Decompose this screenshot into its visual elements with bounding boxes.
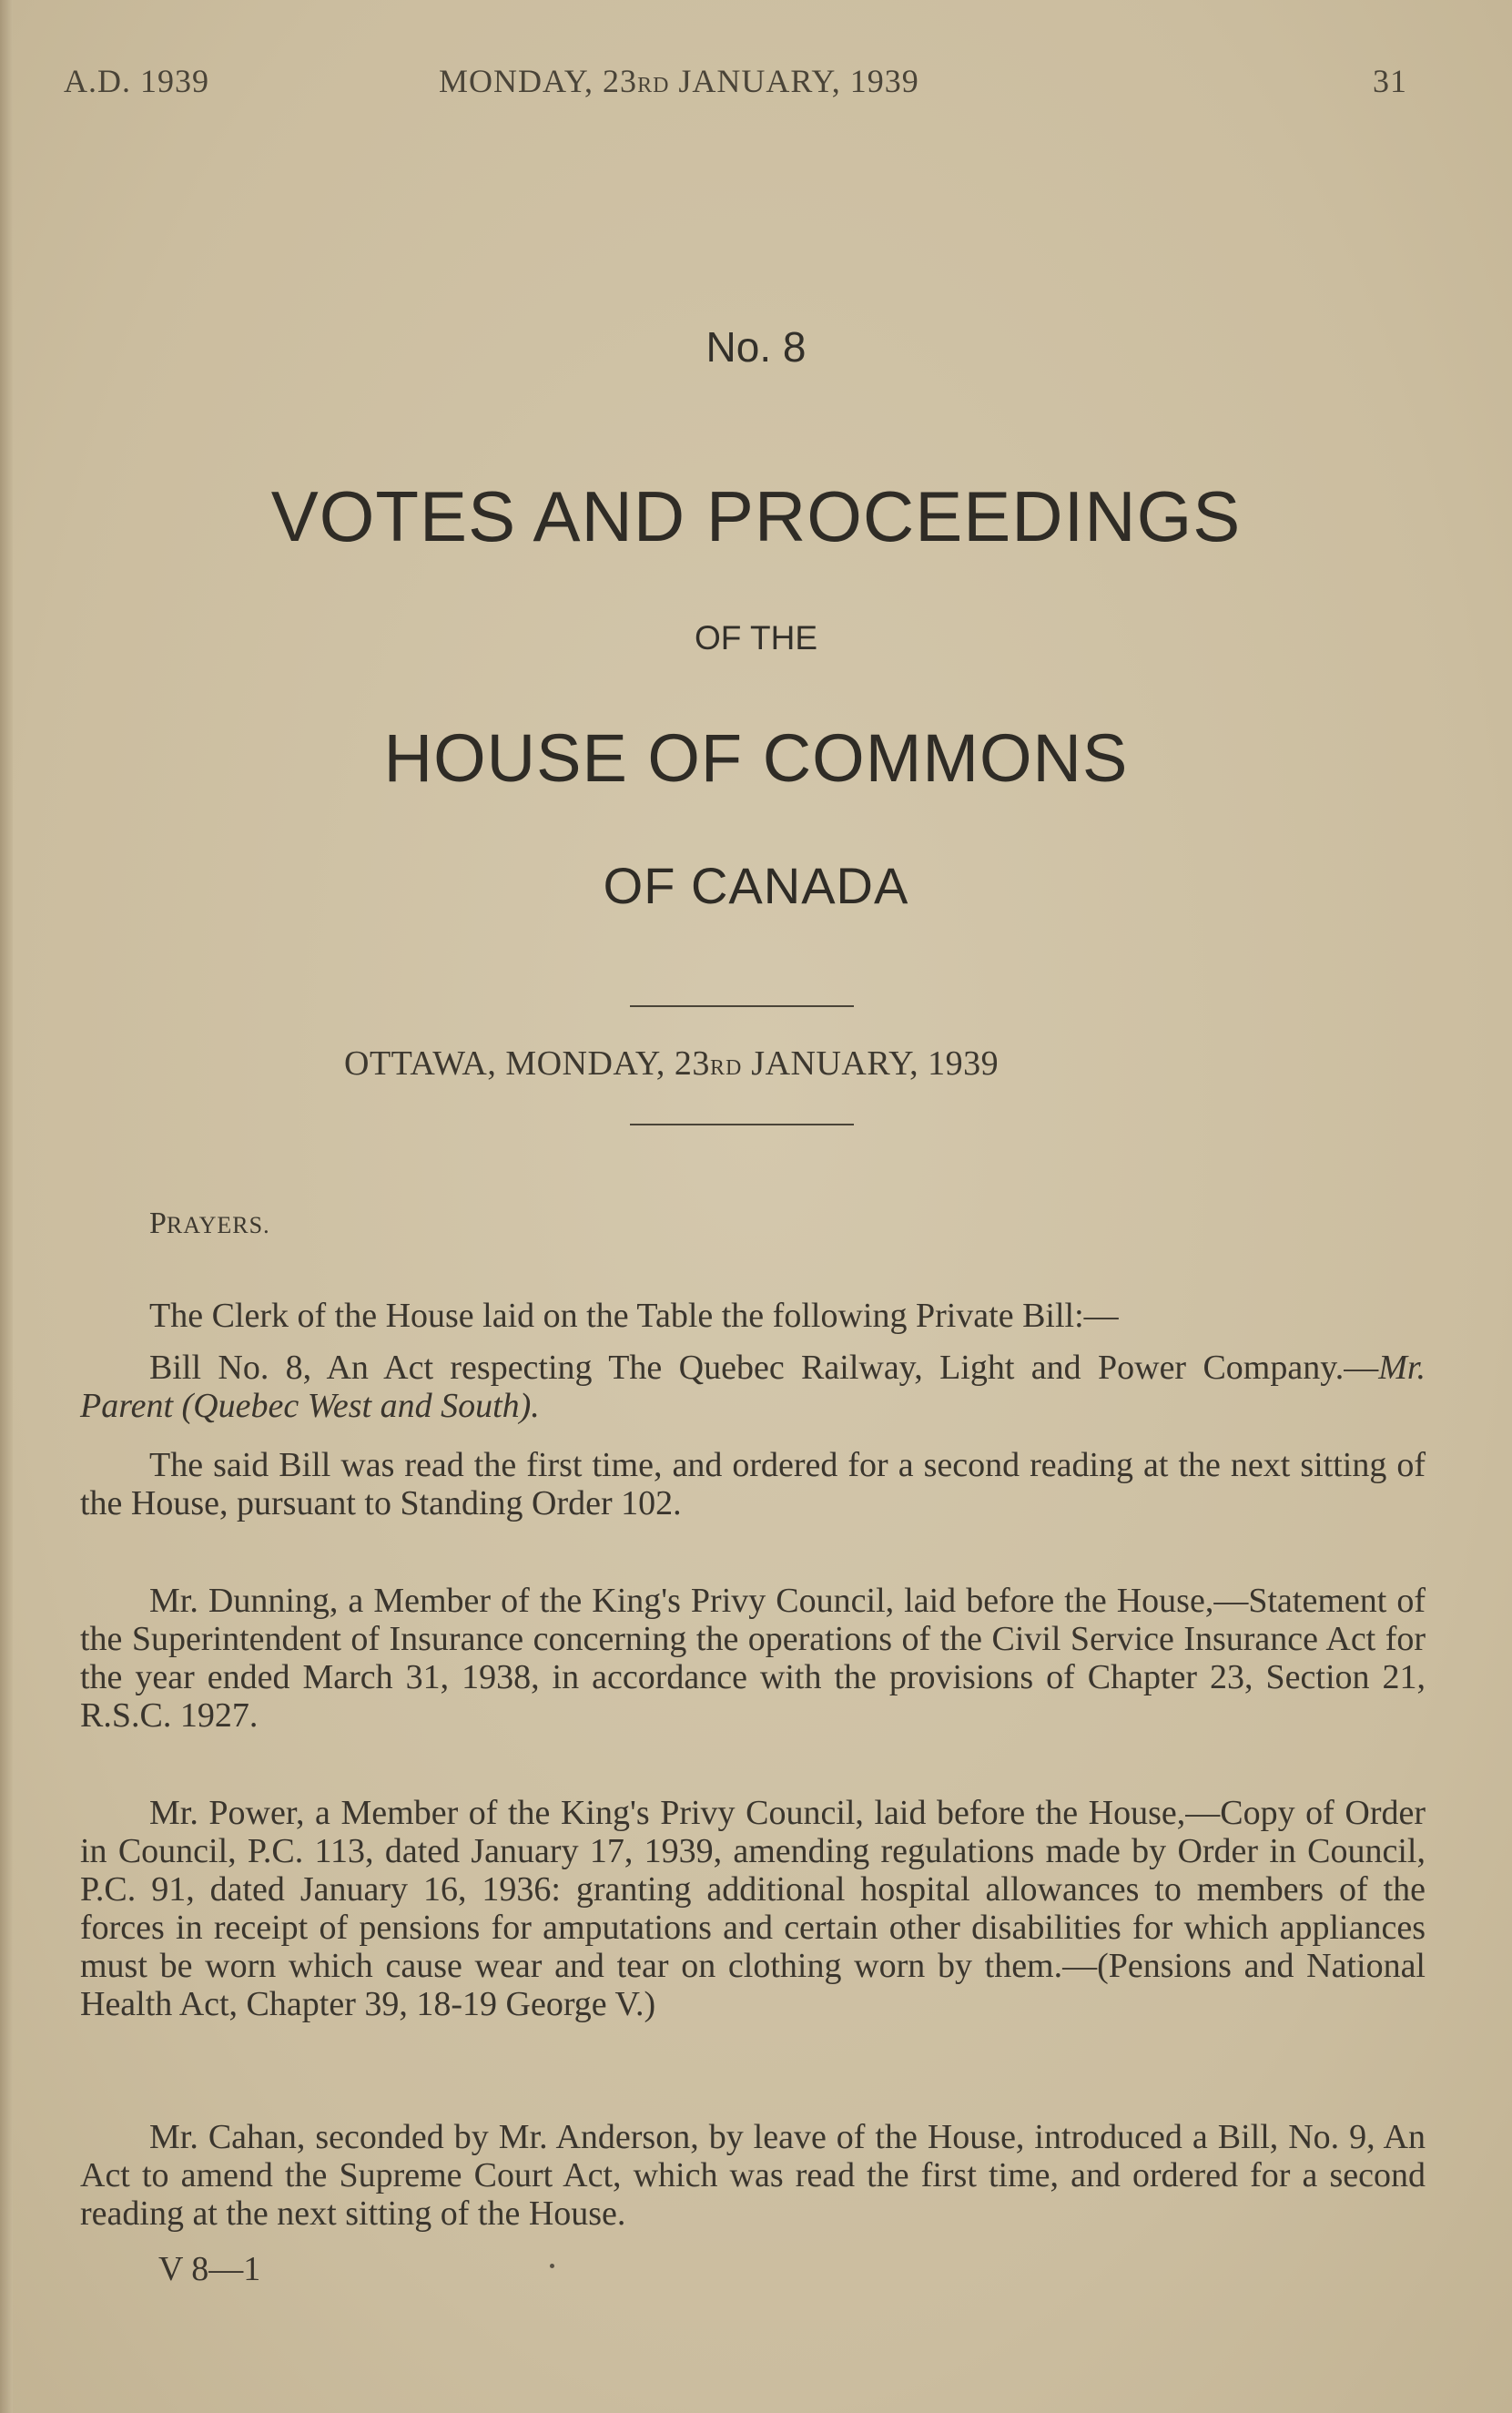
paragraph-cahan: Mr. Cahan, seconded by Mr. Anderson, by leave of the House, introduced a Bill, No. 9, An Act to amend the Supreme Court Act, which was read the first time, and ordered for a second reading at the next sitting of the House. (80, 2118, 1426, 2233)
title-of-the: OF THE (695, 619, 817, 657)
running-head-year: A.D. 1939 (64, 63, 209, 99)
prayers-heading: PRAYERS. (149, 1206, 270, 1240)
divider-bottom (630, 1124, 854, 1125)
paragraph-first-reading: The said Bill was read the first time, and ordered for a second reading at the next sitting of the House, pursuant to Standing Order 102. (80, 1446, 1426, 1522)
paragraph-clerk: The Clerk of the House laid on the Table the following Private Bill:— (149, 1297, 1119, 1335)
signature-mark: V 8—1 (158, 2250, 261, 2288)
title-house: HOUSE OF COMMONS (383, 720, 1129, 796)
paragraph-dunning: Mr. Dunning, a Member of the King's Privy Council, laid before the House,—Statement of the Superintendent of Insurance concerning the operations of the Civil Service Insurance Act for the year ended March 31, 1938, in accordance with the provisions of Chapter 23, Section 21, R.S.C. 1927. (80, 1582, 1426, 1735)
divider-top (630, 1005, 854, 1007)
main-title: VOTES AND PROCEEDINGS (270, 476, 1242, 556)
paragraph-power: Mr. Power, a Member of the King's Privy Council, laid before the House,—Copy of Order in Council, P.C. 113, dated January 17, 1939, amending regulations made by Order in Council, P.C. 91, dated January 16, 1936: granting additional hospital allowances to members of the forces in receipt of pensions for amputations and certain other disabilities for which appliances must be worn which cause wear and tear on clothing worn by them.—(Pensions and National Health Act, Chapter 39, 18-19 George V.) (80, 1794, 1426, 2023)
running-head-date: MONDAY, 23RD JANUARY, 1939 (439, 63, 919, 99)
issue-number: No. 8 (705, 323, 807, 371)
paragraph-bill-8: Bill No. 8, An Act respecting The Quebec Railway, Light and Power Company.—Mr. Parent (Quebec West and South). (80, 1349, 1426, 1425)
ink-dot (550, 2264, 554, 2268)
title-canada: OF CANADA (603, 857, 909, 914)
dateline: OTTAWA, MONDAY, 23RD JANUARY, 1939 (344, 1044, 1000, 1083)
page-number: 31 (1373, 63, 1407, 99)
